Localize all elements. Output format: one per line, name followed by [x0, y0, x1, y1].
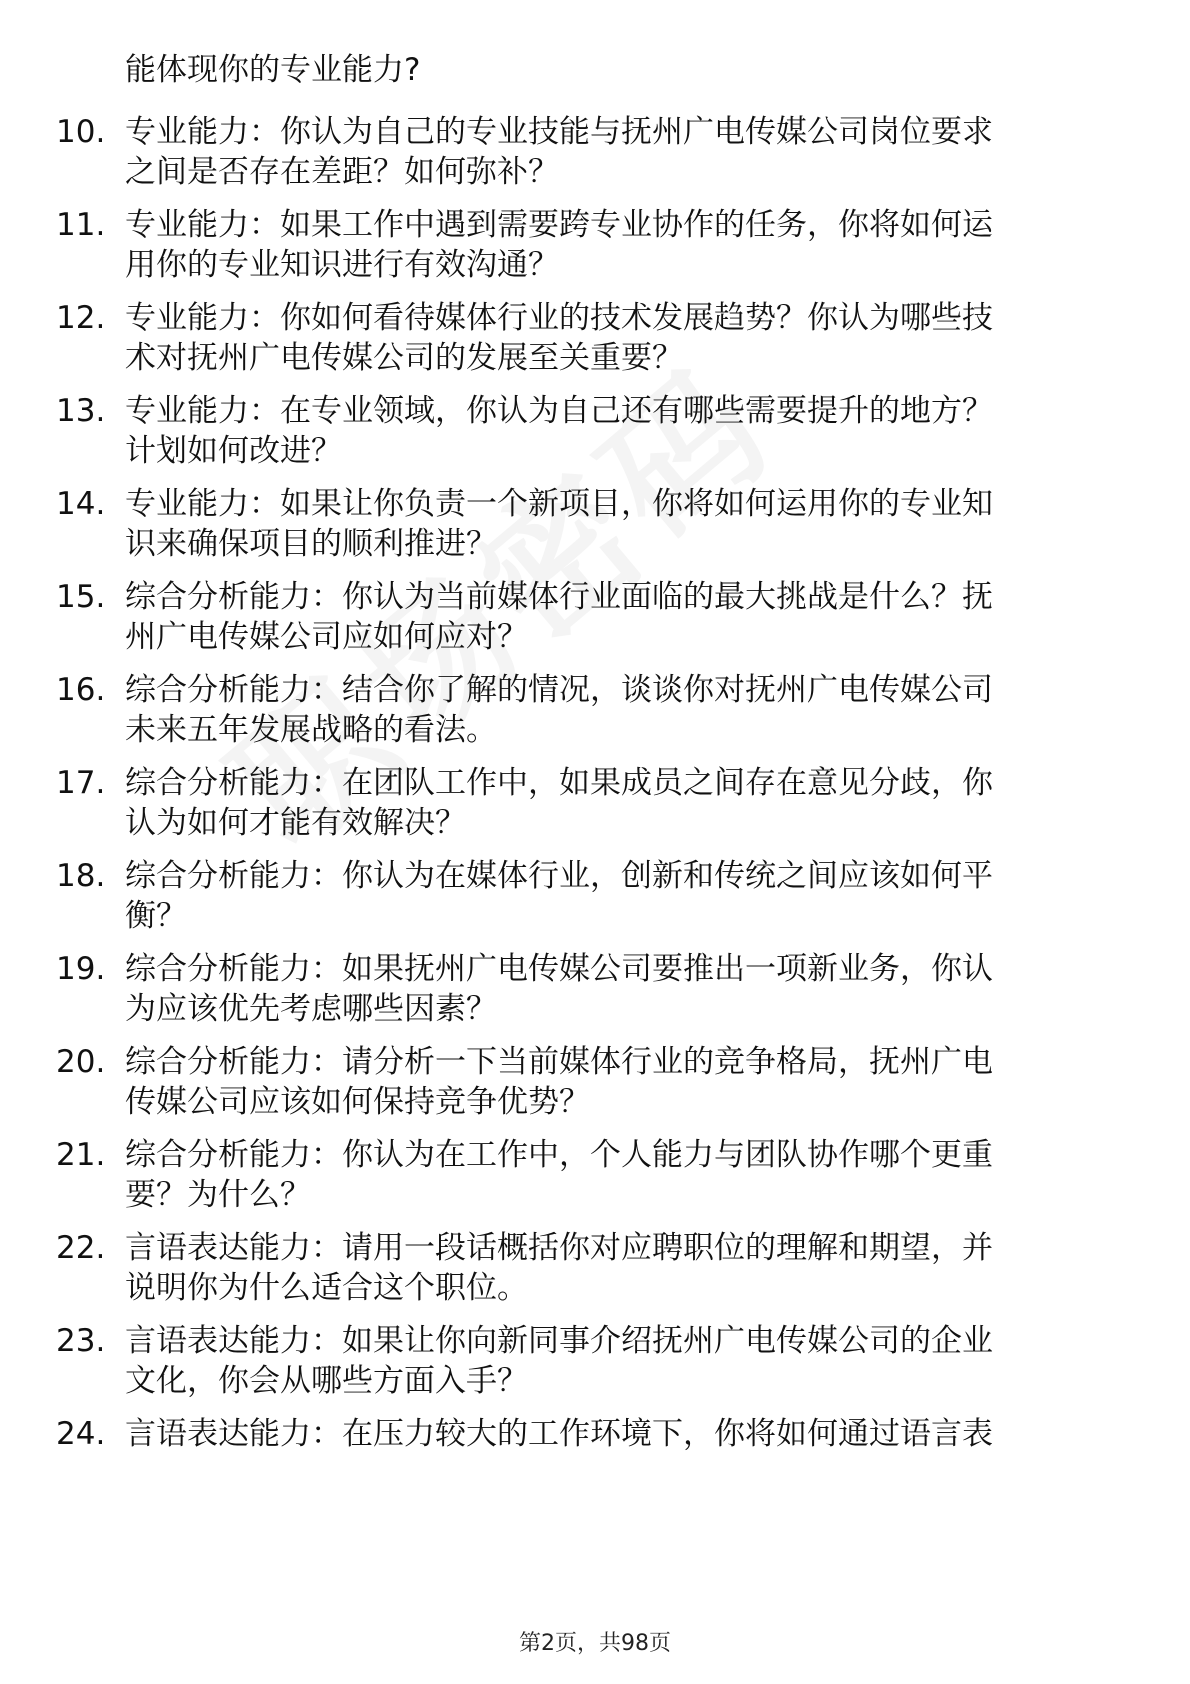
question-line: 专业能力：如果让你负责一个新项目，你将如何运用你的专业知: [125, 486, 993, 522]
question-line: 综合分析能力：你认为在媒体行业，创新和传统之间应该如何平: [125, 858, 993, 894]
question-number: 23.: [56, 1323, 106, 1359]
question-line: 综合分析能力：你认为在工作中，个人能力与团队协作哪个更重: [125, 1137, 993, 1173]
question-line: 专业能力：你如何看待媒体行业的技术发展趋势？你认为哪些技: [125, 300, 993, 336]
question-number: 24.: [56, 1416, 106, 1452]
question-line: 识来确保项目的顺利推进？: [125, 526, 497, 562]
question-text: [125, 670, 1110, 750]
question-line: 传媒公司应该如何保持竞争优势？: [125, 1084, 590, 1120]
question-line: 言语表达能力：请用一段话概括你对应聘职位的理解和期望，并: [125, 1230, 993, 1266]
page-footer: 第2页，共98页: [519, 1631, 671, 1656]
question-line: 计划如何改进？: [125, 433, 342, 469]
question-number: 16.: [56, 672, 106, 708]
question-text: [125, 1414, 1110, 1454]
question-number: 19.: [56, 951, 106, 987]
question-number: 22.: [56, 1230, 106, 1266]
question-number: 10.: [56, 114, 106, 150]
question-line: 术对抚州广电传媒公司的发展至关重要？: [125, 340, 683, 376]
question-line: 文化，你会从哪些方面入手？: [125, 1363, 528, 1399]
question-line: 言语表达能力：在压力较大的工作环境下，你将如何通过语言表: [125, 1416, 993, 1452]
question-number: 14.: [56, 486, 106, 522]
question-line: 说明你为什么适合这个职位。: [125, 1270, 528, 1306]
question-line: 认为如何才能有效解决？: [125, 805, 466, 841]
question-line: 综合分析能力：结合你了解的情况，谈谈你对抚州广电传媒公司: [125, 672, 993, 708]
question-number: 20.: [56, 1044, 106, 1080]
question-number: 17.: [56, 765, 106, 801]
question-line: 衡？: [125, 898, 187, 934]
question-number: 15.: [56, 579, 106, 615]
question-text: [125, 484, 1110, 564]
question-line: 专业能力：在专业领域，你认为自己还有哪些需要提升的地方？: [125, 393, 993, 429]
question-line: 用你的专业知识进行有效沟通？: [125, 247, 559, 283]
question-text: [125, 205, 1110, 285]
question-number: 11.: [56, 207, 106, 243]
question-line: 言语表达能力：如果让你向新同事介绍抚州广电传媒公司的企业: [125, 1323, 993, 1359]
continued-line: 能体现你的专业能力?: [125, 52, 421, 88]
question-line: 综合分析能力：你认为当前媒体行业面临的最大挑战是什么？抚: [125, 579, 993, 615]
question-line: 综合分析能力：如果抚州广电传媒公司要推出一项新业务，你认: [125, 951, 993, 987]
question-line: 专业能力：如果工作中遇到需要跨专业协作的任务，你将如何运: [125, 207, 993, 243]
question-text: [125, 1135, 1110, 1215]
question-number: 18.: [56, 858, 106, 894]
question-number: 21.: [56, 1137, 106, 1173]
question-text: [125, 1228, 1110, 1308]
question-line: 专业能力：你认为自己的专业技能与抚州广电传媒公司岗位要求: [125, 114, 993, 150]
question-text: [125, 1042, 1110, 1122]
question-line: 综合分析能力：请分析一下当前媒体行业的竞争格局，抚州广电: [125, 1044, 993, 1080]
question-text: [125, 856, 1110, 936]
question-text: [125, 763, 1110, 843]
question-line: 州广电传媒公司应如何应对？: [125, 619, 528, 655]
question-text: [125, 1321, 1110, 1401]
question-line: 为应该优先考虑哪些因素？: [125, 991, 497, 1027]
question-line: 要？为什么？: [125, 1177, 311, 1213]
question-text: [125, 298, 1110, 378]
question-text: [125, 391, 1110, 471]
question-number: 12.: [56, 300, 106, 336]
question-line: 未来五年发展战略的看法。: [125, 712, 497, 748]
question-text: [125, 577, 1110, 657]
question-line: 综合分析能力：在团队工作中，如果成员之间存在意见分歧，你: [125, 765, 993, 801]
question-text: [125, 112, 1110, 192]
question-number: 13.: [56, 393, 106, 429]
question-text: [125, 949, 1110, 1029]
question-line: 之间是否存在差距？如何弥补？: [125, 154, 559, 190]
